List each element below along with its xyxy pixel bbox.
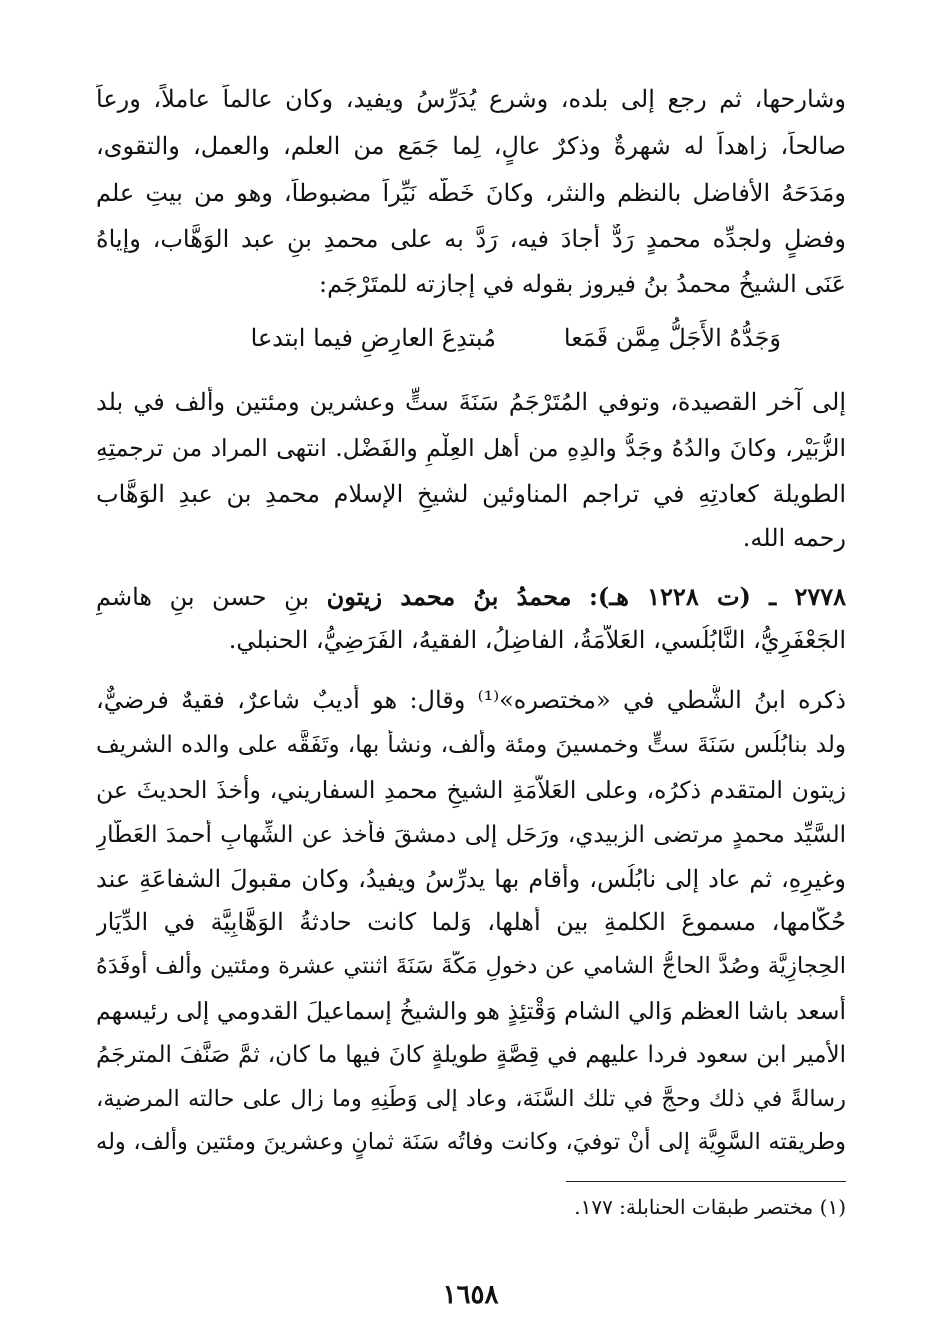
text-line: حُكَّامها، مسموعَ الكلمةِ بين أهلها، وَلما كانت حادثةُ الوَهَّابِيَّة في الدِّيَار (96, 908, 846, 936)
text-line: رسالةً في ذلك وحجَّ في تلك السَّنَة، وعاد إلى وَطَنِهِ وما زال على حالته المرضية، (96, 1086, 846, 1112)
text-line: ذكره ابنُ الشُّطي في «مختصره»⁽¹⁾ وقال: هو أديبٌ شاعرٌ، فقيهٌ فرضيٌّ، (96, 686, 846, 714)
entry-name: محمدُ بنُ محمد زيتون (326, 582, 572, 611)
entry-nisbas: الجَعْفَرِيُّ، النَّابُلُسي، العَلاَّمَةُ، الفاضِلُ، الفقيهُ، الفَرَضِيُّ، الحنبلي. (228, 626, 846, 654)
text-line: الحِجازِيَّة وصُدَّ الحاجُّ الشامي عن دخولِ مَكَّةَ سَنَةَ اثنتي عشرة ومئتين وألف أوفَدَهُ (96, 953, 846, 979)
page-number: ١٦٥٨ (442, 1280, 499, 1310)
poem-hemistich-first: وَجَدُّهُ الأَجَلُّ مِمَّن قَمَعا (563, 324, 781, 352)
text-line: زيتون المتقدم ذكرُه، وعلى العَلاَّمَةِ الشيخِ محمدِ السفاريني، وأخذَ الحديثَ عن (96, 776, 846, 804)
text-line: صالحاً، زاهداً له شهرةٌ وذكرٌ عالٍ، لِما جَمَع من العلم، والعمل، والتقوى، (96, 132, 846, 160)
poem-verse (0, 322, 941, 362)
text-line: الزُّبَيْر، وكانَ والدُهُ وجَدُّ والدِهِ من أهل العِلْمِ والفَضْل. انتهى المراد من ترجمتِهِ (96, 434, 846, 462)
entry-heading (96, 582, 846, 618)
text-line: أسعد باشا العظم وَالي الشام وَقْتئِذٍ هو والشيخُ إسماعيلَ القدومي إلى رئيسهم (96, 997, 846, 1025)
text-line: عَنَى الشيخُ محمدُ بنُ فيروز بقوله في إجازته للمتَرْجَم: (319, 270, 846, 298)
footnote-divider (566, 1181, 846, 1182)
text-line: رحمه الله. (742, 524, 846, 552)
text-line: وشارحها، ثم رجع إلى بلده، وشرع يُدَرِّسُ ويفيد، وكان عالماً عاملاً، ورعاً (96, 85, 846, 113)
text-line: الطويلة كعادتِهِ في تراجم المناوئين لشيخِ الإسلام محمدِ بن عبدِ الوَهَّاب (96, 480, 846, 508)
text-line: وغيرِهِ، ثم عاد إلى نابُلُس، وأقام بها يدرِّسُ ويفيدُ، وكان مقبولَ الشفاعَةِ عند (96, 865, 846, 893)
text-line: الأمير ابن سعود فردا عليهم في قِصَّةٍ طويلةٍ كانَ فيها ما كان، ثمَّ صَنَّفَ المترجَمُ (96, 1042, 846, 1068)
text-line: وفضلٍ ولجدِّه محمدٍ رَدٌّ أجادَ فيه، رَدَّ به على محمدِ بنِ عبد الوَهَّاب، وإياهُ (96, 225, 846, 253)
footnote: (١) مختصر طبقات الحنابلة: ١٧٧. (574, 1195, 846, 1219)
text-line: ومَدَحَهُ الأفاضل بالنظم والنثر، وكانَ خَطُّه نَيِّراً مضبوطاً، وهو من بيتِ علم (96, 179, 846, 207)
entry-number: ٢٧٧٨ ـ (ت ١٢٢٨ هـ): (588, 582, 846, 611)
poem-hemistich-second: مُبتدِعَ العارِضِ فيما ابتدعا (250, 324, 496, 352)
text-line: ولد بنابُلُس سَنَةَ ستٍّ وخمسينَ ومئة وألف، ونشأ بها، وتَفَقَّه على والده الشريف (96, 732, 846, 758)
text-line: السَّيِّد محمدٍ مرتضى الزبيدي، ورَحَل إلى دمشقَ فأخذ عن الشِّهابِ أحمدَ العَطَّارِ (96, 822, 846, 848)
entry-lineage: بنِ حسن بنِ هاشمِ (96, 583, 310, 611)
text-line: وطريقته السَّوِيَّة إلى أنْ توفيَ، وكانت وفاتُه سَنَة ثمانٍ وعشرينَ ومئتين وألف، وله (96, 1129, 846, 1155)
text-line: إلى آخر القصيدة، وتوفي المُتَرْجَمُ سَنَةَ ستٍّ وعشرين ومئتين وألف في بلد (96, 388, 846, 416)
